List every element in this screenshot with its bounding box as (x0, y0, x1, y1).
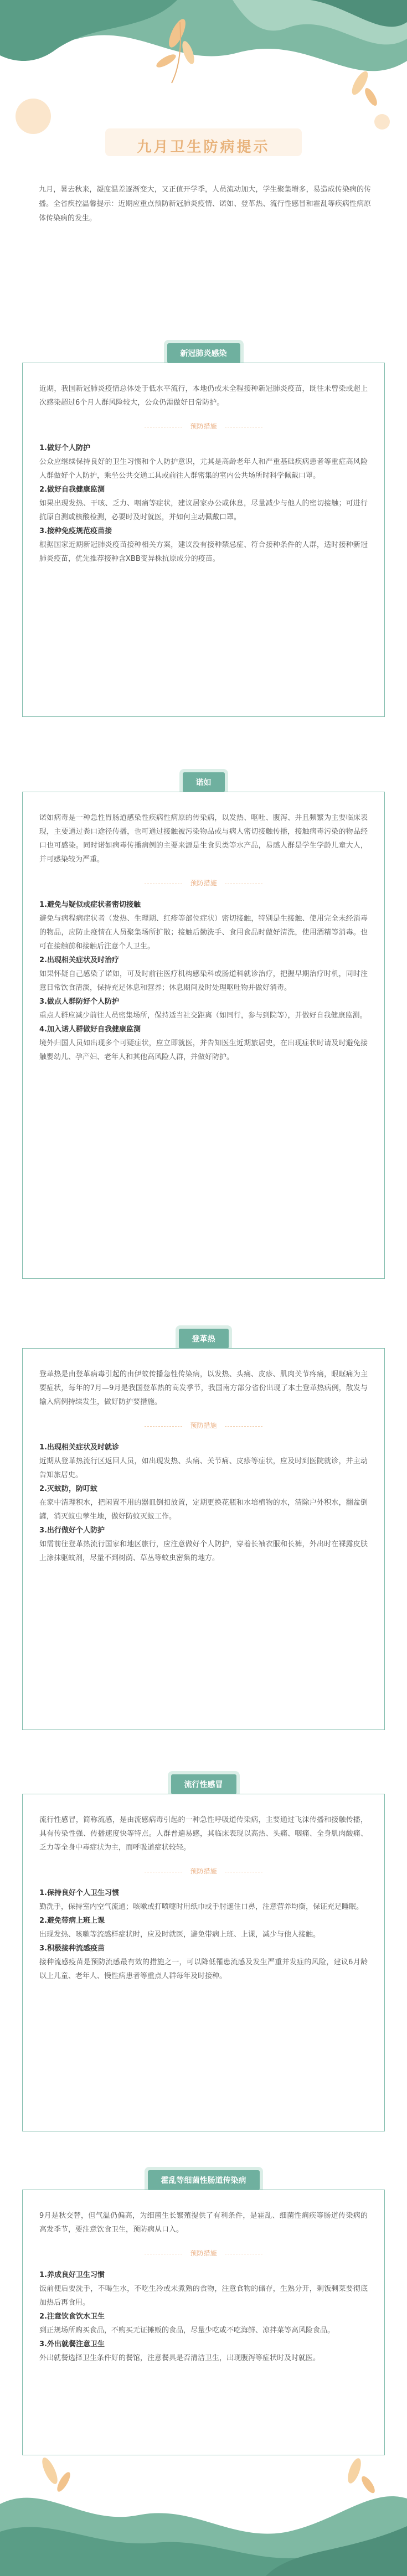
item-text: 境外归国人员如出现多个可疑症状，应立即就医，并告知医生近期旅居史，在出现症状时请及时避免接触婴幼儿、孕产妇、老年人和其他高风险人群，并做好防护。 (39, 1039, 368, 1061)
section-title: 霍乱等细菌性肠道传染病 (148, 2170, 260, 2190)
item-text: 如需前往登革热流行国家和地区旅行，应注意做好个人防护，穿着长袖衣服和长裤，外出时在裸露皮肤上涂抹驱蚊剂，尽量不到树荫、草丛等蚊虫密集的地方。 (39, 1540, 368, 1562)
section-badge-flu (0, 1774, 407, 1794)
item-text: 出现发热、咳嗽等流感样症状时，应及时就医，避免带病上班、上课，减少与他人接触。 (39, 1930, 321, 1939)
item-text: 到正规场所购买食品，不购买无证摊贩的食品，尽量少吃或不吃海鲜、凉拌菜等高风险食品。 (39, 2326, 335, 2335)
item-title: 4.加入诺人群做好自我健康监测 (39, 1025, 141, 1034)
page-title: 九月卫生防病提示 (137, 139, 270, 156)
item-text: 外出就餐选择卫生条件好的餐馆，注意餐具是否清洁卫生，出现腹泻等症状时及时就医。 (39, 2354, 321, 2362)
sub-divider (39, 876, 368, 890)
section-card-cholera (22, 2190, 385, 2455)
item-text: 公众应继续保持良好的卫生习惯和个人防护意识，尤其是高龄老年人和严重基础疾病患者等重症高风险人群做好个人防护，乘坐公共交通工具或前往人群密集的室内公共场所时科学佩戴口罩。 (39, 458, 368, 480)
item-title: 1.出现相关症状及时就诊 (39, 1443, 119, 1452)
section-text: 近期，我国新冠肺炎疫情总体处于低水平流行，本地仍或未全程接种新冠肺炎疫苗，既往未曾染或超上次感染超过6个月人群风险较大，公众仍需做好日常防护。 (39, 385, 368, 407)
section-badge-covid (0, 343, 407, 363)
item-title: 2.避免带病上班上课 (39, 1917, 105, 1925)
item-title: 3.出行做好个人防护 (39, 1526, 105, 1535)
item-text: 饭前便后要洗手，不喝生水，不吃生冷或未煮熟的食物，注意食物的储存，生熟分开，剩饭剩菜要彻底加热后再食用。 (39, 2285, 368, 2307)
item-title: 1.做好个人防护 (39, 444, 90, 452)
sub-divider (39, 1865, 368, 1878)
sub-label: 预防措施 (182, 876, 224, 890)
item-text: 如果出现发热、干咳、乏力、咽痛等症状，建议居家办公或休息，尽量减少与他人的密切接触；可进行抗原自测或核酸检测，必要时及时就医，并如何主动佩戴口罩。 (39, 499, 368, 522)
item-text: 近期从登革热流行区返回人员，如出现发热、头痛、关节痛、皮疹等症状，应及时到医院就诊，并主动告知旅居史。 (39, 1457, 368, 1479)
item-title: 1.养成良好卫生习惯 (39, 2271, 105, 2279)
section-card-dengue (22, 1348, 385, 1730)
item-text: 根据国家近期新冠肺炎疫苗接种相关方案，建议没有接种禁忌症、符合接种条件的人群，适时接种新冠肺炎疫苗，优先推荐接种含XBB变异株抗原成分的疫苗。 (39, 541, 368, 563)
sub-divider (39, 1419, 368, 1433)
section-badge-norovirus (0, 772, 407, 792)
item-title: 1.避免与疑似或症状者密切接触 (39, 901, 141, 909)
sub-label: 预防措施 (182, 1865, 224, 1878)
section-badge-dengue (0, 1329, 407, 1349)
sub-divider (39, 2247, 368, 2260)
section-title: 流行性感冒 (171, 1774, 236, 1794)
item-text: 避免与病程病症状者（发热、生理期、红疹等部位症状）密切接触，特别是生接触、使用完全未经消毒的物品，应防止疫情在人员聚集场所扩散；接触后勤洗手、食用食品时做好清洗，使用酒精等消毒。也可在接触前和接触后注意个人卫生。 (39, 915, 368, 951)
section-card-norovirus (22, 792, 385, 1279)
section-text: 流行性感冒，简称流感，是由流感病毒引起的一种急性呼吸道传染病，主要通过飞沫传播和接触传播，具有传染性强、传播速度快等特点。人群普遍易感，其临床表现以高热、头痛、咽痛、全身肌肉酸痛、乏力等全身中毒症状为主，而呼吸道症状较轻。 (39, 1816, 368, 1852)
item-title: 2.灭蚊防，防叮蚊 (39, 1485, 97, 1493)
item-title: 3.接种免疫规范疫苗接 (39, 527, 112, 535)
sub-divider (39, 420, 368, 433)
section-card-covid (22, 363, 385, 717)
item-title: 3.做点人群防好个人防护 (39, 998, 119, 1006)
section-title: 新冠肺炎感染 (167, 343, 240, 363)
item-title: 2.注意饮食饮水卫生 (39, 2312, 105, 2321)
item-title: 3.外出就餐注意卫生 (39, 2340, 105, 2348)
section-text: 登革热是由登革病毒引起的由伊蚊传播急性传染病，以发热、头痛、皮疹、肌肉关节疼痛，眼眶痛为主要症状，每年的7月—9月是我国登革热的高发季节，我国南方部分省份出现了本土登革热病例，散发与输入病例持续发生，做好防护要措施。 (39, 1370, 368, 1406)
section-title: 诺如 (183, 772, 225, 792)
item-title: 1.保持良好个人卫生习惯 (39, 1889, 119, 1897)
item-title: 2.出现相关症状及时治疗 (39, 956, 119, 964)
item-title: 2.做好自我健康监测 (39, 486, 105, 494)
item-text: 勤洗手，保持室内空气流通；咳嗽或打喷嚏时用纸巾或手肘遮住口鼻，注意营养均衡，保证充足睡眠。 (39, 1903, 364, 1911)
footer-leaf-illustration (0, 2438, 407, 2576)
section-text: 9月是秋交替，但气温仍偏高，为细菌生长繁殖提供了有利条件，是霍乱、细菌性痢疾等肠道传染病的高发季节，要注意饮食卫生，预防病从口入。 (39, 2212, 368, 2234)
section-text: 诺如病毒是一种急性胃肠道感染性疾病性病原的传染病，以发热、呕吐、腹泻、并且频繁为主要临床表现，主要通过粪口途径传播，也可通过接触被污染物品或与病人密切接触传播，接触病毒污染的物品经口也可感染。同时诺如病毒传播病例的主要来源是生食贝类等水产品，易感人群是学生学龄儿童大人，并可感染较为严重。 (39, 814, 368, 864)
section-badge-cholera (0, 2170, 407, 2190)
section-card-flu (22, 1794, 385, 2131)
sub-label: 预防措施 (182, 2247, 224, 2260)
intro-paragraph: 九月，暑去秋来，凝度温差逐渐变大，又正值开学季，人员流动加大，学生聚集增多，易造成传染病的传播。全省疾控温馨提示：近期应重点预防新冠肺炎疫情、诺如、登革热、流行性感冒和霍乱等疾病性病原体传染病的发生。 (39, 185, 371, 223)
section-title: 登革热 (179, 1329, 229, 1349)
item-text: 重点人群应减少前往人员密集场所，保持适当社交距离（如同行，参与到院等），并做好自我健康监测。 (39, 1011, 367, 1020)
item-text: 接种流感疫苗是预防流感最有效的措施之一，可以降低罹患流感及发生严重并发症的风险，建议6月龄以上儿童、老年人、慢性病患者等重点人群每年及时接种。 (39, 1958, 368, 1980)
sub-label: 预防措施 (182, 1419, 224, 1433)
item-title: 3.积极接种流感疫苗 (39, 1944, 105, 1953)
sub-label: 预防措施 (182, 420, 224, 433)
item-text: 在家中清理积水，把闲置不用的器皿倒扣放置，定期更换花瓶和水培植物的水，清除户外积水，翻盆倒罐，消灭蚊虫孳生地，做好防蚊灭蚊工作。 (39, 1499, 368, 1521)
item-text: 如果怀疑自己感染了诺如，可及时前往医疗机构感染科或肠道科就诊治疗，把握早期治疗时机，同时注意日常饮食清淡，保持充足休息和营养；休息期间及时处理呕吐物并做好消毒。 (39, 970, 368, 992)
